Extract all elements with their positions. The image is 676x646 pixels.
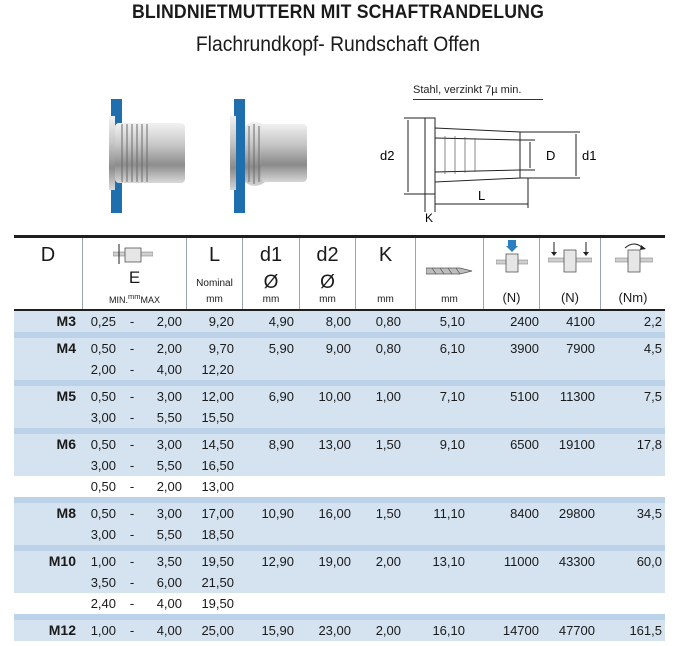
title: BLINDNIETMUTTERN MIT SCHAFTRANDELUNG (131, 2, 545, 23)
col-header-d2 (299, 238, 355, 309)
cell-k: 2,00 (375, 623, 401, 638)
cell-dash: - (129, 623, 135, 638)
col-header-d1 (242, 238, 299, 309)
cell-l: 15,50 (201, 410, 234, 425)
cell-n2: 19100 (558, 437, 595, 452)
col-header-l-unit: mm (206, 294, 223, 305)
cell-emin: 0,25 (90, 314, 116, 329)
table-row (14, 614, 665, 641)
cell-n2: 11300 (559, 389, 595, 404)
cell-dash: - (129, 362, 135, 377)
table-row (14, 428, 665, 455)
cell-drill: 9,10 (439, 437, 465, 452)
cell-d1: 12,90 (261, 554, 294, 569)
cell-k: 0,80 (375, 341, 401, 356)
col-header-e-min: MIN. (108, 295, 128, 305)
col-header-k-unit: mm (377, 294, 394, 305)
cell-emax: 2,00 (156, 479, 182, 494)
cell-size: M8 (56, 505, 76, 521)
col-header-tensile (483, 238, 539, 309)
col-header-d2-unit: mm (319, 294, 336, 305)
cell-dash: - (129, 410, 135, 425)
cell-l: 19,50 (201, 596, 234, 611)
col-header-l-label: L (208, 244, 221, 266)
cell-emin: 1,00 (90, 554, 116, 569)
cell-l: 9,20 (208, 314, 234, 329)
cell-d2: 16,00 (318, 506, 351, 521)
cell-l: 13,00 (201, 479, 234, 494)
cell-emax: 5,50 (156, 458, 182, 473)
table-header (14, 235, 665, 311)
cell-emax: 4,00 (156, 362, 182, 377)
col-header-torque-unit: (Nm) (618, 290, 648, 305)
col-header-d (14, 238, 82, 309)
torque-icon (615, 240, 653, 276)
label-d1: d1 (582, 148, 597, 163)
cell-l: 9,70 (208, 341, 234, 356)
cell-emax: 3,00 (156, 437, 182, 452)
cell-k: 1,50 (375, 437, 401, 452)
rivet-nut-photo-before (100, 96, 200, 216)
tensile-force-icon (496, 240, 528, 276)
cell-dash: - (129, 341, 135, 356)
cell-drill: 7,10 (439, 389, 465, 404)
table-row (14, 359, 665, 380)
cell-l: 16,50 (201, 458, 234, 473)
cell-emax: 3,00 (156, 389, 182, 404)
cell-emin: 2,40 (90, 596, 116, 611)
col-header-drill-unit: mm (441, 294, 458, 305)
cell-n1: 8400 (510, 506, 539, 521)
table-row (14, 497, 665, 524)
label-L: L (478, 188, 486, 203)
rivet-nut-photo-installed (225, 96, 315, 216)
cell-emin: 0,50 (90, 506, 116, 521)
table-row (14, 455, 665, 476)
col-header-l-nominal: Nominal (196, 278, 233, 289)
cell-k: 1,50 (375, 506, 401, 521)
cell-nm: 161,5 (629, 623, 662, 638)
cell-l: 19,50 (201, 554, 234, 569)
cell-d1: 4,90 (268, 314, 294, 329)
cell-dash: - (129, 458, 135, 473)
cell-emin: 0,50 (90, 437, 116, 452)
cell-l: 12,00 (201, 389, 234, 404)
cell-emin: 3,00 (90, 458, 116, 473)
cell-size: M3 (56, 313, 76, 329)
cell-l: 25,00 (201, 623, 234, 638)
technical-drawing (370, 108, 600, 228)
cell-emax: 2,00 (156, 314, 182, 329)
cell-emax: 5,50 (156, 527, 182, 542)
cell-dash: - (129, 389, 135, 404)
cell-dash: - (129, 437, 135, 452)
cell-d2: 13,00 (318, 437, 351, 452)
cell-l: 18,50 (201, 527, 234, 542)
cell-drill: 11,10 (433, 506, 465, 521)
col-header-torque (600, 238, 665, 309)
material-note: Stahl, verzinkt 7µ min. (413, 84, 522, 96)
cell-n2: 47700 (558, 623, 595, 638)
cell-emin: 2,00 (90, 362, 116, 377)
cell-emin: 0,50 (90, 479, 116, 494)
cell-n2: 4100 (566, 314, 595, 329)
col-header-shear-unit: (N) (560, 290, 580, 305)
col-header-e-unit: mm (127, 292, 141, 301)
cell-dash: - (129, 575, 135, 590)
cell-n1: 11000 (503, 554, 539, 569)
label-D: D (546, 148, 556, 163)
cell-emax: 5,50 (156, 410, 182, 425)
cell-drill: 5,10 (439, 314, 465, 329)
cell-d2: 8,00 (325, 314, 351, 329)
cell-n2: 29800 (558, 506, 595, 521)
cell-dash: - (129, 479, 135, 494)
col-header-tensile-unit: (N) (502, 290, 521, 305)
col-header-drill (415, 238, 483, 309)
col-header-e-label: E (128, 268, 141, 287)
table-body (14, 311, 665, 641)
cell-n1: 6500 (510, 437, 539, 452)
col-header-d1-label: d1 (259, 244, 283, 266)
cell-dash: - (129, 506, 135, 521)
cell-k: 1,00 (375, 389, 401, 404)
cell-d2: 23,00 (318, 623, 351, 638)
table-row (14, 380, 665, 407)
col-header-e (82, 238, 186, 309)
cell-d1: 15,90 (261, 623, 294, 638)
cell-d1: 6,90 (268, 389, 294, 404)
cell-nm: 60,0 (636, 554, 662, 569)
cell-d2: 9,00 (325, 341, 351, 356)
grip-range-icon (113, 244, 153, 266)
cell-dash: - (129, 314, 135, 329)
cell-l: 21,50 (201, 575, 234, 590)
col-header-k-label: K (378, 244, 393, 266)
cell-emin: 1,00 (90, 623, 116, 638)
cell-d2: 19,00 (318, 554, 351, 569)
cell-emax: 4,00 (156, 623, 182, 638)
cell-n2: 43300 (558, 554, 595, 569)
col-header-e-range (83, 292, 186, 305)
cell-nm: 4,5 (643, 341, 662, 356)
cell-n2: 7900 (566, 341, 595, 356)
cell-size: M12 (48, 622, 76, 638)
cell-n1: 3900 (510, 341, 539, 356)
cell-emax: 4,00 (156, 596, 182, 611)
cell-n1: 2400 (510, 314, 539, 329)
cell-d1: 5,90 (268, 341, 294, 356)
col-header-d2-symbol: Ø (320, 272, 335, 293)
cell-emin: 0,50 (90, 389, 116, 404)
cell-dash: - (129, 596, 135, 611)
table-row (14, 407, 665, 428)
drill-bit-icon (426, 264, 476, 278)
cell-d2: 10,00 (318, 389, 351, 404)
col-header-l (186, 238, 242, 309)
cell-emax: 3,50 (156, 554, 182, 569)
table-row (14, 593, 665, 614)
cell-l: 17,00 (201, 506, 234, 521)
cell-n1: 14700 (502, 623, 539, 638)
col-header-d1-symbol: Ø (263, 272, 279, 293)
cell-size: M4 (56, 340, 76, 356)
material-underline (413, 99, 543, 100)
cell-emax: 2,00 (156, 341, 182, 356)
col-header-d1-unit: mm (262, 294, 280, 305)
cell-drill: 16,10 (432, 623, 465, 638)
col-header-d2-label: d2 (316, 244, 339, 266)
cell-size: M6 (56, 436, 76, 452)
spec-table (14, 235, 665, 639)
table-row (14, 524, 665, 545)
col-header-e-max: MAX (140, 295, 160, 305)
label-K: K (425, 211, 434, 225)
cell-size: M5 (56, 388, 76, 404)
cell-drill: 13,10 (432, 554, 465, 569)
cell-d1: 8,90 (268, 437, 294, 452)
cell-emin: 3,50 (90, 575, 116, 590)
cell-nm: 17,8 (636, 437, 662, 452)
subtitle: Flachrundkopf- Rundschaft Offen (195, 33, 481, 56)
shear-force-icon (548, 240, 592, 276)
table-row (14, 332, 665, 359)
cell-emin: 0,50 (90, 341, 116, 356)
cell-drill: 6,10 (439, 341, 465, 356)
cell-emin: 3,00 (90, 410, 116, 425)
col-header-d-label: D (40, 244, 56, 266)
cell-k: 2,00 (375, 554, 401, 569)
table-row (14, 545, 665, 572)
table-row (14, 572, 665, 593)
cell-k: 0,80 (375, 314, 401, 329)
cell-l: 14,50 (201, 437, 234, 452)
label-d2: d2 (380, 148, 395, 163)
cell-emax: 3,00 (156, 506, 182, 521)
cell-emax: 6,00 (156, 575, 182, 590)
cell-nm: 2,2 (643, 314, 662, 329)
cell-dash: - (129, 554, 135, 569)
cell-n1: 5100 (510, 389, 539, 404)
col-header-shear (539, 238, 600, 309)
table-row (14, 311, 665, 332)
table-row (14, 476, 665, 497)
cell-l: 12,20 (201, 362, 234, 377)
cell-d1: 10,90 (261, 506, 294, 521)
cell-size: M10 (48, 553, 76, 569)
cell-nm: 34,5 (636, 506, 662, 521)
cell-nm: 7,5 (643, 389, 662, 404)
cell-dash: - (129, 527, 135, 542)
cell-emin: 3,00 (90, 527, 116, 542)
col-header-k (355, 238, 415, 309)
